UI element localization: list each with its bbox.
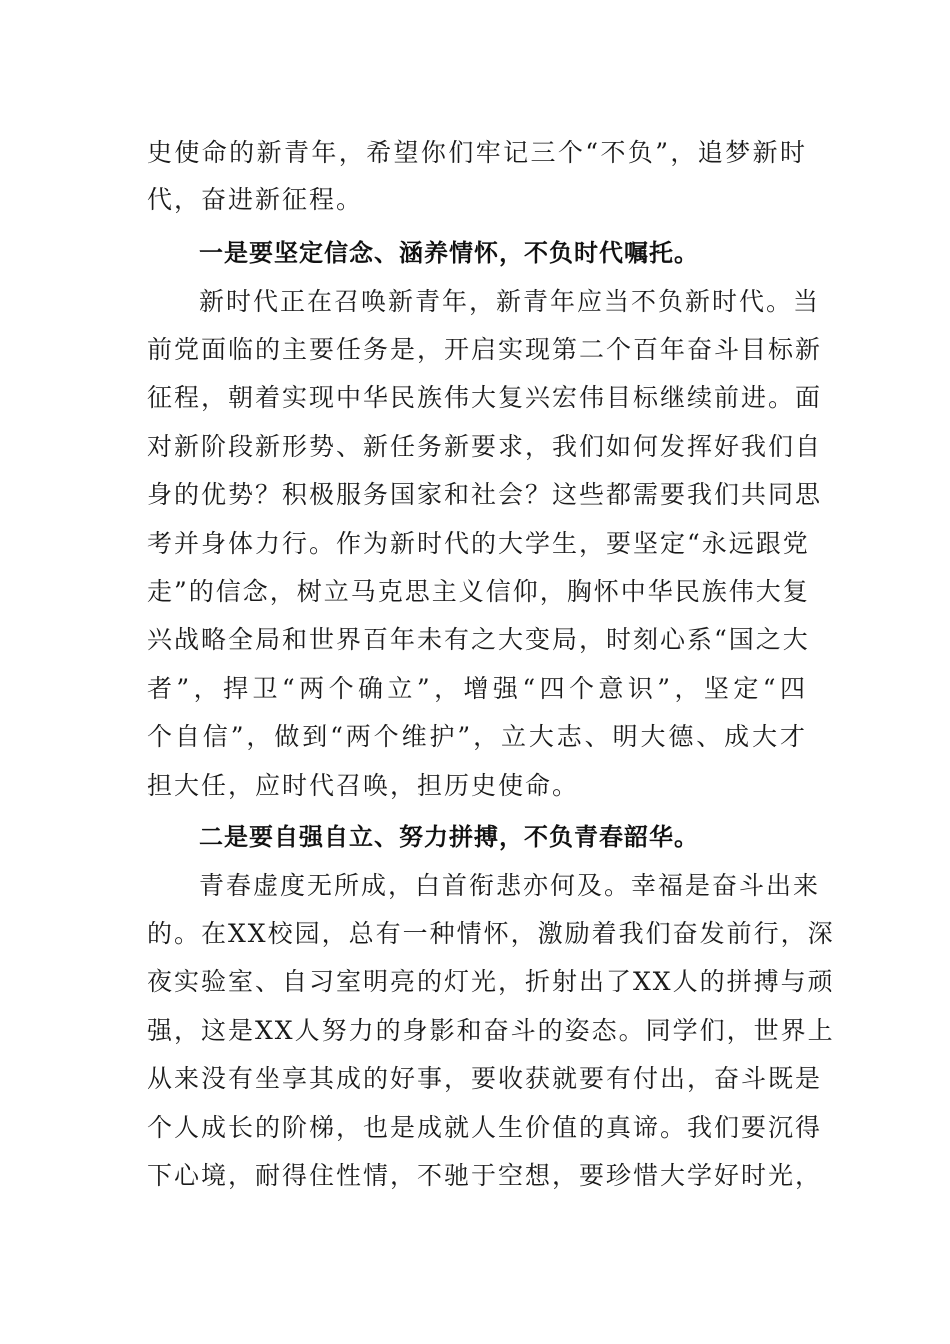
section-heading-2: 二是要自强自立、努力拼搏，不负青春韶华。 — [199, 823, 699, 851]
text-line: 前党面临的主要任务是，开启实现第二个百年奋斗目标新 — [147, 335, 823, 364]
text-line: 从来没有坐享其成的好事，要收获就要有付出，奋斗既是 — [147, 1064, 823, 1093]
text-line: 对新阶段新形势、新任务新要求，我们如何发挥好我们自 — [147, 432, 823, 461]
text-line: 身的优势？积极服务国家和社会？这些都需要我们共同思 — [147, 480, 823, 509]
text-line: 个人成长的阶梯，也是成就人生价值的真谛。我们要沉得 — [147, 1113, 823, 1142]
text-line: 新时代正在召唤新青年，新青年应当不负新时代。当 — [199, 287, 821, 316]
text-line: 兴战略全局和世界百年未有之大变局，时刻心系“国之大 — [147, 625, 810, 654]
text-line: 强，这是XX人努力的身影和奋斗的姿态。同学们，世界上 — [147, 1016, 835, 1045]
text-line: 夜实验室、自习室明亮的灯光，折射出了XX人的拼搏与顽 — [147, 967, 835, 996]
text-line: 担大任，应时代召唤，担历史使命。 — [147, 771, 580, 800]
text-line: 史使命的新青年，希望你们牢记三个“不负”，追梦新时 — [147, 138, 807, 167]
text-line: 代，奋进新征程。 — [147, 185, 364, 214]
text-line: 个自信”，做到“两个维护”，立大志、明大德、成大才 — [147, 722, 807, 751]
text-line: 者”，捍卫“两个确立”，增强“四个意识”，坚定“四 — [147, 674, 807, 703]
text-line: 下心境，耐得住性情，不驰于空想，要珍惜大学好时光， — [147, 1161, 823, 1190]
text-line: 青春虚度无所成，白首衔悲亦何及。幸福是奋斗出来 — [199, 871, 821, 900]
text-line: 走”的信念，树立马克思主义信仰，胸怀中华民族伟大复 — [147, 577, 810, 606]
section-heading-1: 一是要坚定信念、涵养情怀，不负时代嘱托。 — [199, 239, 699, 267]
text-line: 的。在XX校园，总有一种情怀，激励着我们奋发前行，深 — [147, 919, 835, 948]
text-line: 考并身体力行。作为新时代的大学生，要坚定“永远跟党 — [147, 529, 810, 558]
text-line: 征程，朝着实现中华民族伟大复兴宏伟目标继续前进。面 — [147, 383, 823, 412]
